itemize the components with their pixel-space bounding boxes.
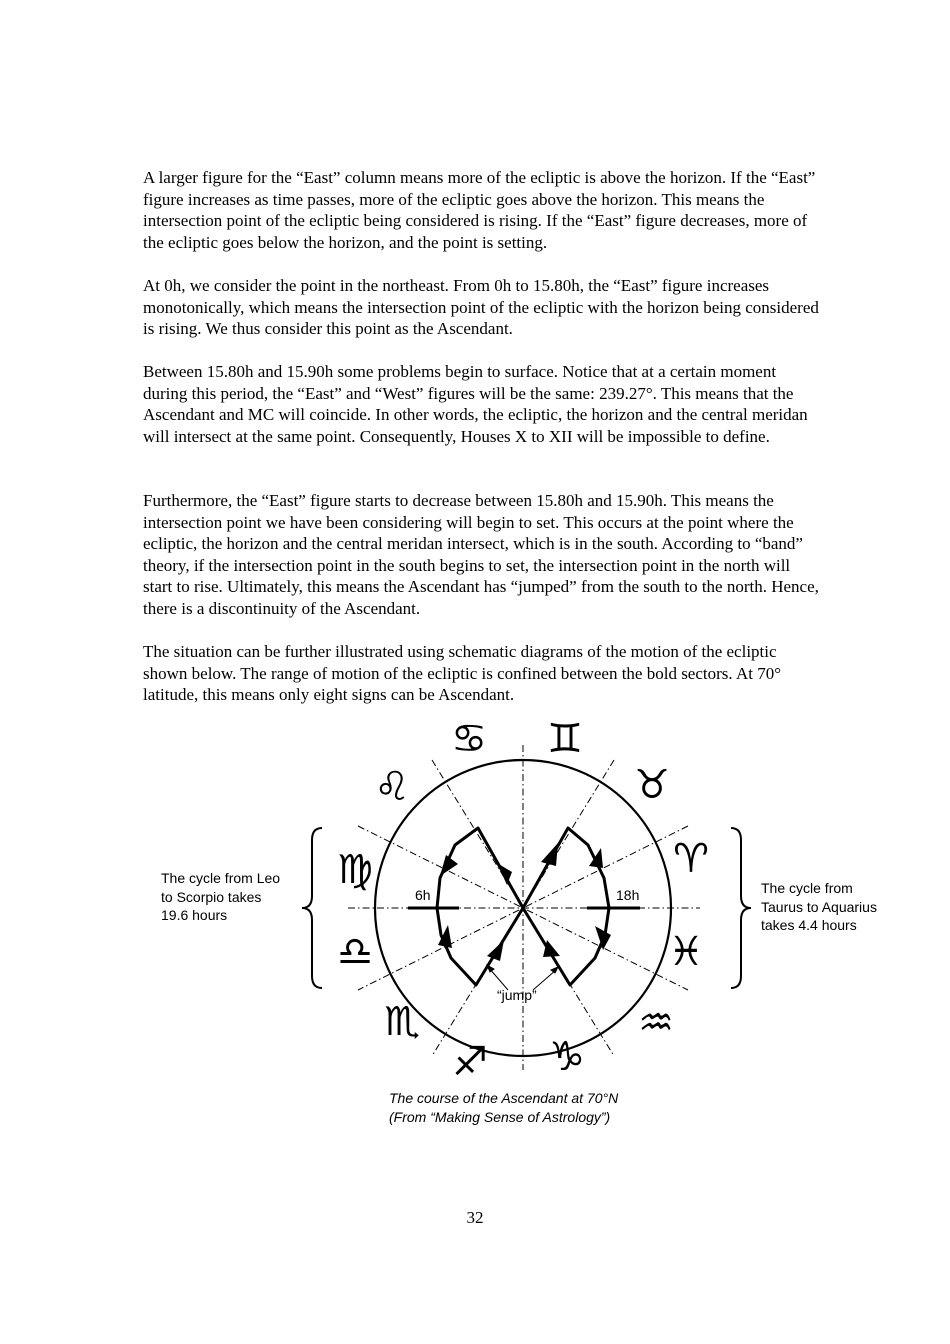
label-6h: 6h	[415, 887, 431, 903]
figure-caption	[389, 1089, 618, 1127]
paragraph-5: The situation can be further illustrated using schematic diagrams of the motion of the ecliptic shown below. The range of motion of the ecliptic is confined between the bold sectors. At 70° latitude, this means only eight signs can be Ascendant.	[143, 642, 782, 705]
capricorn-icon: ♑	[549, 1034, 585, 1080]
label-jump: “jump”	[497, 987, 537, 1003]
label-18h: 18h	[616, 887, 640, 903]
cancer-icon: ♋	[451, 716, 487, 762]
page-number: 32	[466, 1208, 484, 1227]
right-cycle-note	[761, 879, 877, 935]
aries-icon: ♈	[673, 836, 709, 882]
arrow-center-right-up	[541, 843, 558, 866]
paragraph-3: Between 15.80h and 15.90h some problems begin to surface. Notice that at a certain moment during this period, the “East” and “West” figures will be the same: 239.27°. This means that the Ascendant and MC will coincide. In other words, the ecliptic, the horizon and the central meridan will intersect at the same point. Consequently, Houses X to XII will be impossible to define.	[143, 362, 808, 446]
right-note-line: takes 4.4 hours	[761, 917, 857, 933]
left-cycle-note	[161, 869, 280, 925]
arrow-right-lower	[595, 926, 611, 950]
left-note-line: The cycle from Leo	[161, 870, 281, 886]
paragraph-4: Furthermore, the “East” figure starts to decrease between 15.80h and 15.90h. This means the intersection point we have been considering will begin to set. This occurs at the point where the ecliptic, the horizon and the central meridan intersect, which is in the south. According to “band” theory, if the intersection point in the south begins to set, the intersection point in the north will start to rise. Ultimately, this means the Ascendant has “jumped” from the south to the north. Hence, there is a discontinuity of the Ascendant.	[143, 491, 819, 618]
left-note-line: 19.6 hours	[161, 907, 228, 923]
libra-icon: ♎	[337, 929, 373, 975]
leo-icon: ♌	[374, 764, 410, 810]
caption-line: (From “Making Sense of Astrology”)	[389, 1109, 611, 1125]
right-note-line: Taurus to Aquarius	[761, 898, 877, 915]
gemini-icon: ♊	[547, 716, 583, 762]
sagittarius-icon: ♐	[452, 1039, 488, 1085]
caption-line: The course of the Ascendant at 70°N	[389, 1090, 619, 1106]
paragraph-2: At 0h, we consider the point in the northeast. From 0h to 15.80h, the “East” figure increases monotonically, which means the intersection point of the ecliptic with the horizon being considered is rising. We thus consider this point as the Ascendant.	[143, 276, 819, 339]
direction-arrows	[438, 843, 611, 961]
pisces-icon: ♓	[668, 929, 704, 975]
taurus-icon: ♉	[634, 762, 670, 808]
aquarius-icon: ♒	[638, 1000, 674, 1046]
left-note-line: to Scorpio takes	[161, 888, 262, 905]
arrow-jump-left	[487, 940, 504, 961]
left-brace	[302, 828, 322, 988]
paragraph-1: A larger figure for the “East” column means more of the ecliptic is above the horizon. If the “East” figure increases as time passes, more of the ecliptic goes above the horizon. This means the intersection point of the ecliptic being considered is rising. If the “East” figure decreases, more of the ecliptic goes below the horizon, and the point is setting.	[143, 168, 816, 252]
right-brace	[731, 828, 751, 988]
scorpio-icon: ♏	[384, 999, 420, 1045]
arrow-left-upper	[440, 855, 458, 876]
virgo-icon: ♍	[337, 847, 373, 893]
right-note-line: The cycle from	[761, 880, 853, 896]
